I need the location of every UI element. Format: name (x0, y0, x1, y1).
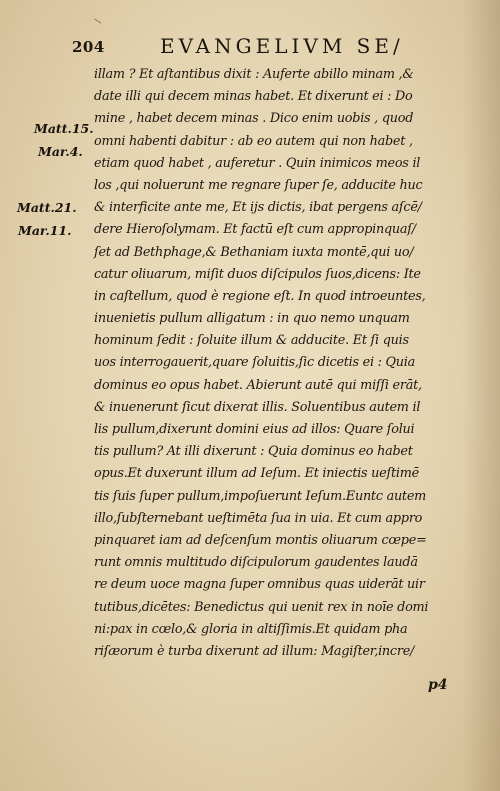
margin-note-mar-4: Mar.4. (38, 144, 83, 159)
text-line: illam ? Et aſtantibus dixit : Auferte abillo minam ,& (94, 67, 414, 82)
text-line: pinquaret iam ad deſcenſum montis oliuarum cœpe= (94, 532, 427, 548)
text-line: uos interrogauerit,quare ſoluitis,ſic dicetis ei : Quia (94, 355, 415, 371)
text-line: riſæorum è turba dixerunt ad illum: Magiſter,incre/ (94, 643, 415, 659)
text-line: etiam quod habet , auferetur . Quin inimicos meos il (94, 155, 421, 171)
paper-mark (91, 18, 102, 28)
text-line: ni:pax in cœlo,& gloria in altiſſimis.Et quidam pha (94, 621, 408, 637)
text-line: dere Hieroſolymam. Et factū eſt cum appropinquaſ/ (94, 222, 416, 238)
text-line: & interficite ante me, Et ijs dictis, ibat pergens aſcē/ (94, 200, 422, 216)
text-line: tis pullum? At illi dixerunt : Quia dominus eo habet (94, 444, 413, 460)
body-text (94, 64, 464, 663)
text-line: lis pullum,dixerunt domini eius ad illos: Quare ſolui (94, 422, 415, 437)
text-line: date illi qui decem minas habet. Et dixerunt ei : Do (94, 89, 413, 105)
text-line: dominus eo opus habet. Abierunt autē qui miſſi erāt, (94, 377, 422, 393)
text-line: hominum ſedit : ſoluite illum & adducite. Et ſi quis (94, 333, 409, 349)
text-line: los ,qui noluerunt me regnare ſuper ſe, adducite huc (94, 177, 423, 193)
text-line: opus.Et duxerunt illum ad Ieſum. Et iniectis ueſtimē (94, 466, 419, 482)
text-line: in caſtellum, quod è regione eſt. In quod introeuntes, (94, 288, 426, 304)
text-line: catur oliuarum, miſit duos diſcipulos ſuos,dicens: Ite (94, 266, 421, 282)
text-line: ſet ad Bethphage,& Bethaniam iuxta montē,qui uo/ (94, 244, 414, 260)
page-number: 204 (72, 38, 105, 56)
margin-note-matt-15: Matt.15. (34, 121, 94, 136)
text-line: omni habenti dabitur : ab eo autem qui non habet , (94, 133, 413, 149)
text-line: illo,ſubſternebant ueſtimēta ſua in uia. Et cum appro (94, 510, 423, 526)
text-line: tis ſuis ſuper pullum,impoſuerunt Ieſum.Euntc autem (94, 488, 427, 504)
text-line: mine , habet decem minas . Dico enim uobis , quod (94, 111, 414, 127)
margin-note-mar-11: Mar.11. (18, 223, 72, 238)
text-line: runt omnis multitudo diſcipulorum gaudentes laudā (94, 555, 418, 571)
running-head: EVANGELIVM SE/ (160, 34, 404, 58)
gutter-shadow (462, 0, 500, 791)
text-line: inuenietis pullum alligatum : in quo nemo unquam (94, 311, 410, 327)
catchword: p4 (428, 677, 448, 693)
text-line: & inuenerunt ſicut dixerat illis. Soluentibus autem il (94, 399, 421, 415)
text-line: re deum uoce magna ſuper omnibus quas uiderāt uir (94, 577, 425, 593)
margin-note-matt-21: Matt.21. (17, 200, 77, 215)
text-line: tutibus,dicētes: Benedictus qui uenit rex in noīe domi (94, 599, 429, 615)
